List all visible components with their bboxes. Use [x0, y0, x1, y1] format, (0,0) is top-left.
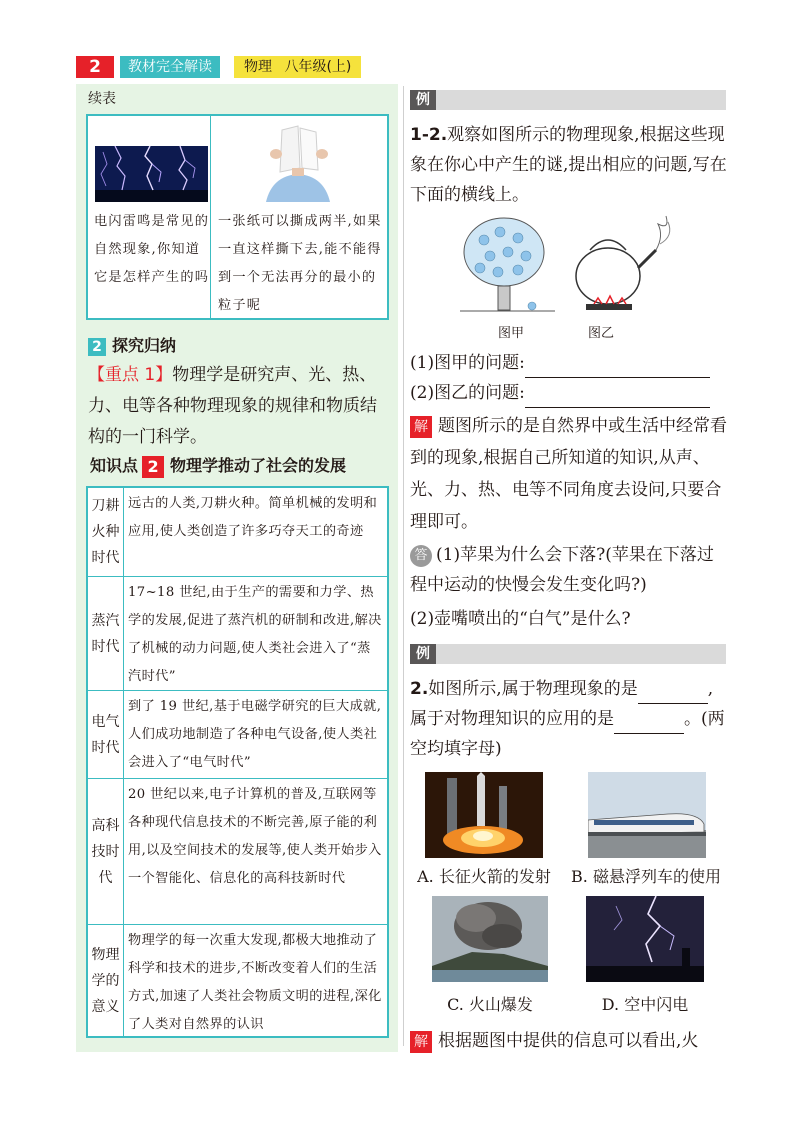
intro-cell-paper [212, 116, 387, 318]
page-number: 2 [76, 56, 114, 78]
section-number: 2 [88, 338, 106, 356]
era-table [86, 486, 389, 1038]
knowledge-title: 物理学推动了社会的发展 [170, 456, 347, 475]
intro-cell-lightning [88, 116, 211, 318]
era-desc: 20 世纪以来,电子计算机的普及,互联网等各种现代信息技术的不断完善,原子能的利用,以及空间技术的发展等,使人类开始步入一个智能化、信息化的高科技新时代 [128, 787, 382, 886]
answer-2 [410, 604, 730, 634]
era-name: 刀耕火种时代 [88, 488, 124, 576]
tearing-paper-photo [252, 124, 344, 202]
solution-text: 根据题图中提供的信息可以看出,火 [438, 1031, 699, 1051]
solution-tag: 解 [410, 416, 432, 438]
keypoint-tag: 【重点 1】 [88, 365, 173, 385]
era-name: 蒸汽时代 [88, 577, 124, 690]
example-bar [410, 644, 726, 664]
example-bar [410, 90, 726, 110]
solution-tag: 解 [410, 1031, 432, 1053]
example-tag: 例 [410, 90, 436, 110]
continued-label: 续表 [88, 91, 116, 107]
figure-area [460, 210, 680, 346]
answer-blank-3[interactable] [638, 686, 708, 704]
knowledge-point-heading [90, 453, 346, 481]
answer-tag: 答 [410, 545, 432, 567]
example-tag: 例 [410, 644, 436, 664]
era-name: 高科技时代 [88, 779, 124, 924]
section-heading [88, 333, 176, 355]
knowledge-number: 2 [142, 456, 164, 478]
caption-c: C. 火山爆发 [447, 995, 533, 1014]
era-row [88, 576, 387, 690]
section-title: 探究归纳 [112, 336, 177, 355]
solution-1 [410, 410, 730, 538]
lightning-photo [95, 146, 208, 202]
era-desc: 远古的人类,刀耕火种。简单机械的发明和应用,使人类创造了许多巧夺天工的奇迹 [128, 496, 378, 539]
era-name: 物理学的意义 [88, 925, 124, 1036]
question-text-b: ,属于对物理知识的应用的是 [410, 679, 714, 729]
question-number: 1-2. [410, 125, 448, 145]
lightning-sky-photo [586, 896, 704, 982]
caption-d: D. 空中闪电 [601, 995, 689, 1014]
blank-question-2 [410, 378, 730, 408]
apple-tree-figure [460, 210, 680, 320]
era-desc: 物理学的每一次重大发现,都极大地推动了科学和技术的进步,不断改变着人们的生活方式,加速了人类社会物质文明的进程,深化了人类对自然界的认识 [128, 933, 382, 1032]
answer-blank-2[interactable] [525, 390, 710, 408]
solution-text: 题图所示的是自然界中或生活中经常看到的现象,根据自己所知道的知识,从声、光、力、热、电等不同角度去设问,只要合理即可。 [410, 416, 727, 532]
example2-question [410, 674, 730, 764]
maglev-train-photo [588, 772, 706, 858]
intro-table [86, 114, 389, 320]
book-title: 教材完全解读 [120, 56, 220, 78]
era-row [88, 488, 387, 576]
era-name: 电气时代 [88, 691, 124, 778]
subject-label: 物理 八年级(上) [234, 56, 361, 78]
figure-label-a: 图甲 [498, 326, 525, 341]
blank-question-1 [410, 348, 730, 378]
figure-label-b: 图乙 [588, 326, 615, 341]
solution-2 [410, 1026, 726, 1056]
intro-text-paper: 一张纸可以撕成两半,如果一直这样撕下去,能不能得到一个无法再分的最小的粒子呢 [218, 214, 382, 313]
caption-b: B. 磁悬浮列车的使用 [571, 867, 721, 886]
era-desc: 17~18 世纪,由于生产的需要和力学、热学的发展,促进了蒸汽机的研制和改进,解决了机械的动力问题,使人类社会进入了“蒸汽时代” [128, 585, 382, 684]
column-divider [403, 86, 404, 1046]
caption-a: A. 长征火箭的发射 [417, 867, 551, 886]
answer-1 [410, 540, 730, 600]
keypoint-text: 物理学是研究声、光、热、力、电等各种物理现象的规律和物质结构的一门科学。 [88, 365, 377, 447]
question-number: 2. [410, 679, 429, 699]
blank-label-2: (2)图乙的问题: [410, 383, 525, 403]
example1-question [410, 120, 730, 210]
era-row [88, 924, 387, 1036]
kettle-figure [576, 216, 670, 310]
answer-text-1: (1)苹果为什么会下落?(苹果在下落过程中运动的快慢会发生变化吗?) [410, 545, 714, 595]
blank-label-1: (1)图甲的问题: [410, 353, 525, 373]
knowledge-prefix: 知识点 [90, 456, 139, 475]
intro-text-lightning: 电闪雷鸣是常见的自然现象,你知道它是怎样产生的吗 [94, 214, 210, 285]
answer-blank-1[interactable] [525, 360, 710, 378]
answer-text-2: (2)壶嘴喷出的“白气”是什么? [410, 609, 631, 629]
era-desc: 到了 19 世纪,基于电磁学研究的巨大成就,人们成功地制造了各种电气设备,使人类社会进入了“电气时代” [128, 699, 382, 770]
volcano-photo [432, 896, 548, 982]
question-text: 观察如图所示的物理现象,根据这些现象在你心中产生的谜,提出相应的问题,写在下面的横线上。 [410, 125, 727, 205]
question-text-c: 。(两空均填字母) [410, 709, 725, 759]
answer-blank-4[interactable] [614, 716, 684, 734]
page-header [76, 56, 716, 78]
era-row [88, 690, 387, 778]
rocket-launch-photo [425, 772, 543, 858]
keypoint-1 [88, 360, 392, 453]
era-row [88, 778, 387, 924]
question-text-a: 如图所示,属于物理现象的是 [428, 679, 638, 699]
